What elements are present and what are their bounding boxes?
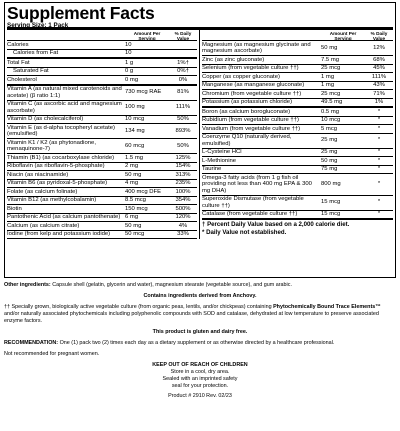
nutrient-row	[7, 205, 197, 214]
nutrient-dv: 45%	[373, 65, 385, 71]
right-rows	[202, 41, 393, 220]
nutrient-name: Rubidium (from vegetable culture ††)	[202, 117, 299, 123]
nutrient-row	[202, 166, 393, 175]
nutrient-dv: 68%	[373, 56, 385, 63]
nutrient-dv: *	[377, 157, 381, 164]
nutrient-name: Vitamin K1 / K2 (as phytonadione, menaquinone-7)	[7, 139, 96, 152]
nutrient-amount: 730 mcg RAE	[125, 89, 162, 96]
nutrient-amount: 15 mcg	[321, 199, 341, 206]
facts-columns	[7, 30, 393, 239]
nutrient-row	[202, 108, 393, 117]
nutrient-dv: *	[377, 181, 381, 187]
nutrient-amount: 0.5 mg	[321, 108, 340, 115]
other-ingredients-label: Other ingredients:	[4, 282, 51, 288]
nutrient-name: Chromium (from vegetable culture ††)	[202, 90, 302, 97]
nutrient-dv: 500%	[175, 205, 191, 212]
right-column	[200, 30, 393, 239]
product-number: Product # 2910 Rev. 02/23	[168, 393, 232, 399]
nutrient-row	[202, 41, 393, 56]
vegetable-culture-note: †† Specially grown, biologically active vegetable culture (from organic peas, lentils, and/or chickpeas) containing Phytochemically Bound Trace Elements™ and/or naturally associated phytochemicals including polyphenolic compounds with SOD and catalase, dehydrated at low temperature to preserve associated enzyme factors.	[4, 304, 381, 324]
nutrient-dv: 313%	[175, 171, 191, 178]
nutrient-row	[202, 211, 393, 221]
footnote-dv: † Percent Daily Value based on a 2,000 calorie diet.	[202, 221, 350, 228]
nutrient-amount: 1 mg	[321, 73, 335, 80]
nutrient-dv: *	[377, 108, 381, 115]
storage-line: Store in a cool, dry area.	[170, 369, 230, 375]
nutrient-amount: 15 mcg	[321, 211, 341, 217]
keep-out-warning: KEEP OUT OF REACH OF CHILDREN	[152, 362, 248, 368]
nutrient-amount: 75 mg	[321, 166, 338, 172]
nutrient-amount: 50 mg	[125, 222, 142, 229]
amount-header: Amount Per Serving	[133, 31, 161, 41]
nutrient-name: L-Methionine	[202, 157, 237, 164]
nutrient-dv: *	[377, 149, 381, 155]
nutrient-name: Calories from Fat	[13, 50, 59, 56]
nutrient-name: Potassium (as potassium chloride)	[202, 99, 293, 105]
nutrient-name: Omega-3 fatty acids (from 1 g fish oil providing not less than 400 mg EPA & 300 mg DHA)	[202, 174, 312, 194]
nutrient-dv: 50%	[177, 142, 189, 149]
nutrient-amount: 25 mcg	[321, 65, 341, 71]
nutrient-name: Vitamin B6 (as pyridoxal-5-phosphate)	[7, 180, 108, 186]
nutrient-dv: 4%	[178, 222, 188, 229]
nutrient-row	[202, 174, 393, 196]
nutrient-dv: 100%	[175, 188, 191, 195]
nutrient-row	[7, 41, 197, 50]
nutrient-row	[202, 65, 393, 74]
nutrient-name: Total Fat	[7, 59, 30, 66]
nutrient-dv: 125%	[175, 154, 191, 161]
gluten-note: This product is gluten and dairy free.	[152, 329, 248, 335]
storage-block	[4, 362, 396, 400]
nutrient-name: Boron (as calcium borogluconate)	[202, 108, 291, 115]
nutrient-amount: 25 mg	[321, 137, 338, 144]
supplement-facts-panel	[4, 2, 396, 278]
nutrient-dv: 235%	[175, 180, 191, 186]
nutrient-amount: 1 mg	[321, 82, 335, 88]
nutrient-dv: 111%	[175, 104, 191, 111]
nutrient-name: Manganese (as manganese gluconate)	[202, 82, 305, 88]
nutrient-amount: 0 g	[125, 68, 134, 74]
label-body-text	[4, 282, 396, 400]
nutrient-amount: 5 mcg	[321, 125, 338, 132]
nutrient-dv: *	[377, 137, 381, 144]
nutrient-row	[7, 50, 197, 60]
nutrient-row	[202, 149, 393, 158]
nutrient-row	[202, 157, 393, 166]
nutrient-name: Niacin (as niacinamide)	[7, 171, 69, 178]
nutrient-name: Catalase (from vegetable culture ††)	[202, 211, 298, 217]
nutrient-dv: 0%†	[177, 68, 189, 74]
nutrient-amount: 150 mcg	[125, 205, 148, 212]
nutrient-row	[202, 82, 393, 91]
footnote-not-established: * Daily Value not established.	[202, 229, 287, 237]
nutrient-dv: 33%	[177, 231, 189, 237]
nutrient-dv: 154%	[175, 163, 191, 169]
nutrient-name: Coenzyme Q10 (naturally derived, emulsified)	[202, 134, 292, 147]
nutrient-name: L-Cysteine HCl	[202, 149, 242, 155]
nutrient-name: Vitamin D (as cholecalciferol)	[7, 116, 84, 122]
nutrient-row	[7, 171, 197, 180]
nutrient-amount: 2 mg	[125, 163, 139, 169]
nutrient-dv: 81%	[177, 89, 189, 96]
nutrient-name: Magnesium (as magnesium glycinate and magnesium ascorbate)	[202, 41, 311, 54]
nutrient-name: Zinc (as zinc gluconate)	[202, 56, 265, 63]
recommendation: RECOMMENDATION: One (1) pack two (2) times each day as a dietary supplement or as otherwise directed by a healthcare professional.	[4, 340, 335, 346]
nutrient-dv: *	[377, 125, 381, 132]
nutrient-name: Thiamin (B1) (as cocarboxylase chloride)	[7, 154, 115, 161]
nutrient-dv: 354%	[175, 197, 191, 203]
nutrient-amount: 0 mg	[125, 76, 139, 83]
nutrient-name: Vitamin E (as d-alpha tocopheryl acetate) (emulsified)	[7, 124, 115, 137]
nutrient-name: Folate (as calcium folinate)	[7, 188, 78, 195]
nutrient-row	[7, 188, 197, 197]
nutrient-amount: 50 mcg	[125, 231, 145, 237]
nutrient-dv: 12%	[373, 44, 385, 51]
nutrient-name: Saturated Fat	[13, 68, 49, 74]
nutrient-row	[7, 139, 197, 154]
nutrient-row	[7, 197, 197, 206]
nutrient-amount: 1 g	[125, 59, 134, 66]
dv-header: % Daily Value	[174, 31, 192, 41]
nutrient-row	[7, 68, 197, 77]
nutrient-name: Vitamin C (as ascorbic acid and magnesium ascorbate)	[7, 101, 122, 114]
nutrient-name: Iodine (from kelp and potassium iodide)	[7, 231, 111, 237]
nutrient-row	[7, 124, 197, 139]
nutrient-amount: 50 mg	[321, 44, 338, 51]
nutrient-dv: *	[377, 117, 381, 123]
nutrient-row	[7, 231, 197, 240]
nutrient-dv: *	[377, 211, 381, 217]
nutrient-name: Selenium (from vegetable culture ††)	[202, 65, 299, 71]
nutrient-amount: 10 mcg	[321, 117, 341, 123]
nutrient-name: Cholesterol	[7, 76, 37, 83]
nutrient-name: Vanadium (from vegetable culture ††)	[202, 125, 301, 132]
nutrient-amount: 10 mcg	[125, 116, 145, 122]
nutrient-row	[7, 214, 197, 223]
nutrient-dv: 50%	[177, 116, 189, 122]
nutrient-dv: 43%	[373, 82, 385, 88]
nutrient-row	[202, 117, 393, 126]
nutrient-name: Biotin	[7, 205, 22, 212]
left-column	[7, 30, 200, 239]
nutrient-row	[7, 86, 197, 101]
panel-title: Supplement Facts	[7, 3, 155, 23]
nutrient-amount: 800 mg	[321, 181, 341, 187]
nutrient-row	[7, 154, 197, 163]
left-rows	[7, 41, 197, 239]
nutrient-name: Copper (as copper gluconate)	[202, 73, 280, 80]
nutrient-amount: 4 mg	[125, 180, 139, 186]
nutrient-name: Pantothenic Acid (as calcium pantothenate)	[7, 214, 121, 220]
nutrient-name: Calcium (as calcium citrate)	[7, 222, 80, 229]
nutrient-amount: 25 mg	[321, 149, 338, 155]
serving-size: Serving Size: 1 Pack	[7, 22, 393, 30]
nutrient-row	[7, 101, 197, 116]
nutrient-amount: 60 mcg	[125, 142, 145, 149]
nutrient-amount: 10	[125, 50, 132, 56]
nutrient-row	[202, 196, 393, 211]
nutrient-dv: *	[377, 199, 381, 206]
nutrient-row	[202, 125, 393, 134]
dv-header: % Daily Value	[370, 31, 388, 41]
amount-header: Amount Per Serving	[329, 31, 357, 41]
nutrient-name: Vitamin B12 (as methylcobalamin)	[7, 197, 97, 203]
nutrient-row	[202, 73, 393, 82]
nutrient-row	[7, 163, 197, 172]
nutrient-row	[202, 90, 393, 99]
column-header	[7, 30, 197, 41]
nutrient-amount: 50 mg	[125, 171, 142, 178]
nutrient-row	[7, 59, 197, 68]
nutrient-amount: 100 mg	[125, 104, 145, 111]
nutrient-name: Riboflavin (as riboflavin-5-phosphate)	[7, 163, 105, 169]
nutrient-name: Vitamin A (as natural mixed carotenoids and acetate) (β ratio 1:1)	[7, 86, 122, 99]
nutrient-dv: 111%	[371, 73, 387, 80]
nutrient-dv: 71%	[373, 90, 385, 97]
pregnancy-warning: Not recommended for pregnant women.	[4, 351, 100, 357]
nutrient-amount: 134 mg	[125, 127, 145, 134]
nutrient-amount: 7.5 mg	[321, 56, 340, 63]
nutrient-dv: 1%†	[177, 59, 189, 66]
nutrient-amount: 1.5 mg	[125, 154, 144, 161]
nutrient-dv: 1%	[374, 99, 384, 105]
nutrient-amount: 25 mcg	[321, 90, 341, 97]
nutrient-row	[202, 56, 393, 65]
nutrient-amount: 400 mcg DFE	[125, 188, 162, 195]
nutrient-amount: 10	[125, 41, 132, 48]
nutrient-dv: *	[377, 166, 381, 172]
nutrient-row	[202, 99, 393, 109]
nutrient-amount: 49.5 mg	[321, 99, 343, 105]
storage-line: Sealed with an imprinted safety	[162, 376, 238, 382]
nutrient-name: Superoxide Dismutase (from vegetable culture ††)	[202, 196, 304, 209]
nutrient-amount: 50 mg	[321, 157, 338, 164]
nutrient-amount: 6 mg	[125, 214, 139, 220]
nutrient-row	[202, 134, 393, 149]
nutrient-row	[7, 116, 197, 125]
nutrient-amount: 8.5 mcg	[125, 197, 146, 203]
nutrient-name: Calories	[7, 41, 29, 48]
nutrient-dv: 0%	[178, 76, 188, 83]
nutrient-dv: 120%	[175, 214, 191, 220]
nutrient-row	[7, 180, 197, 189]
other-ingredients: Other ingredients: Capsule shell (gelatin, glycerin and water), magnesium stearate (vegetable source), and gum arabic.	[4, 282, 292, 288]
storage-line: seal for your protection.	[171, 383, 229, 389]
column-header	[202, 30, 393, 41]
allergen-note: Contains ingredients derived from Anchovy.	[143, 293, 257, 299]
nutrient-row	[7, 222, 197, 231]
nutrient-name: Taurine	[202, 166, 222, 172]
nutrient-dv: 893%	[175, 127, 191, 134]
nutrient-row	[7, 76, 197, 86]
